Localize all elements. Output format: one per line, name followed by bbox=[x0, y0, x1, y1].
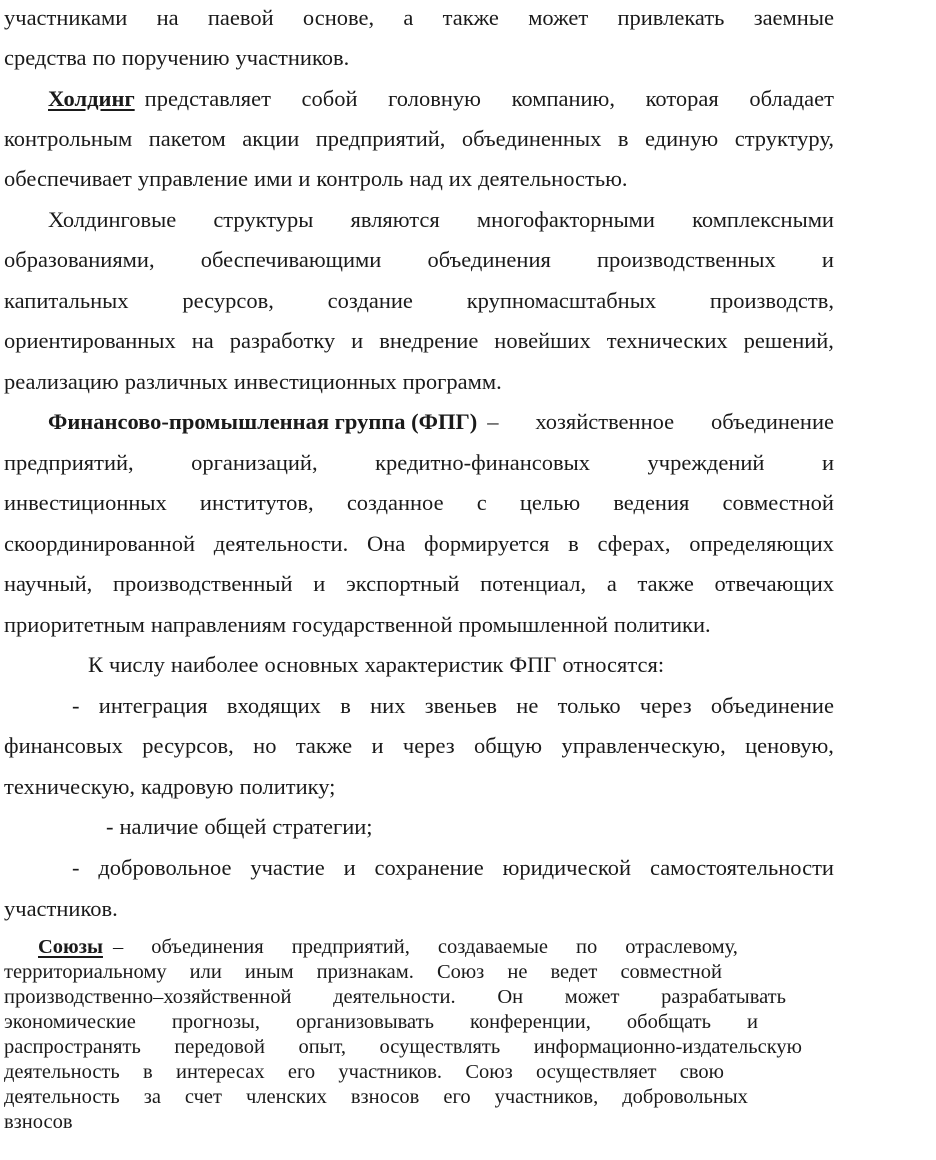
line-text: территориальному или иным признакам. Союз не ведет совместной bbox=[4, 961, 722, 983]
line-text: - добровольное участие и сохранение юридической самостоятельности bbox=[72, 855, 834, 880]
text-line bbox=[4, 286, 834, 316]
line-text: участниками на паевой основе, а также может привлекать заемные bbox=[4, 5, 834, 30]
line-text: реализацию различных инвестиционных программ. bbox=[4, 369, 502, 394]
text-line bbox=[72, 691, 834, 721]
line-text: производственно–хозяйственной деятельности. Он может разрабатывать bbox=[4, 986, 786, 1008]
text-line bbox=[4, 529, 834, 559]
line-text: Холдинговые структуры являются многофакторными комплексными bbox=[48, 207, 834, 232]
text-line bbox=[48, 407, 834, 437]
line-text: научный, производственный и экспортный потенциал, а также отвечающих bbox=[4, 571, 834, 596]
text-line bbox=[4, 488, 834, 518]
text-line bbox=[4, 164, 834, 194]
text-line bbox=[4, 772, 834, 802]
text-line bbox=[4, 245, 834, 275]
line-text: обеспечивает управление ими и контроль над их деятельностью. bbox=[4, 166, 628, 191]
line-text: распространять передовой опыт, осуществлять информационно-издательскую bbox=[4, 1036, 802, 1058]
text-line bbox=[48, 205, 834, 235]
line-text: К числу наиболее основных характеристик ФПГ относятся: bbox=[88, 652, 665, 677]
text-line bbox=[4, 326, 834, 356]
line-text: скоординированной деятельности. Она формируется в сферах, определяющих bbox=[4, 531, 834, 556]
text-line bbox=[4, 1035, 802, 1059]
line-text: средства по поручению участников. bbox=[4, 45, 350, 70]
line-text: контрольным пакетом акции предприятий, объединенных в единую структуру, bbox=[4, 126, 834, 151]
line-text: - интеграция входящих в них звеньев не только через объединение bbox=[72, 693, 834, 718]
line-text: техническую, кадровую политику; bbox=[4, 774, 336, 799]
text-line bbox=[38, 935, 738, 959]
line-text: экономические прогнозы, организовывать конференции, обобщать и bbox=[4, 1011, 758, 1033]
text-line bbox=[4, 610, 834, 640]
text-line bbox=[4, 731, 834, 761]
line-text: – объединения предприятий, создаваемые по отраслевому, bbox=[112, 936, 738, 958]
text-line bbox=[72, 853, 834, 883]
text-line bbox=[4, 124, 834, 154]
line-text: взносов bbox=[4, 1111, 73, 1133]
line-text: - наличие общей стратегии; bbox=[106, 814, 373, 839]
text-line bbox=[4, 1060, 724, 1084]
line-text: – хозяйственное объединение bbox=[487, 409, 834, 434]
line-text: деятельность в интересах его участников. Союз осуществляет свою bbox=[4, 1061, 724, 1083]
term-heading: Союзы bbox=[38, 936, 103, 958]
text-line bbox=[4, 1110, 816, 1134]
term-heading: Холдинг bbox=[48, 86, 135, 111]
text-line bbox=[88, 650, 918, 680]
line-text: участников. bbox=[4, 896, 118, 921]
term-heading: Финансово-промышленная группа (ФПГ) bbox=[48, 409, 478, 434]
text-line bbox=[4, 367, 834, 397]
text-line bbox=[4, 1085, 748, 1109]
text-line bbox=[4, 985, 786, 1009]
text-line bbox=[106, 812, 936, 842]
line-text: образованиями, обеспечивающими объединения производственных и bbox=[4, 247, 834, 272]
line-text: приоритетным направлениям государственной промышленной политики. bbox=[4, 612, 711, 637]
text-line bbox=[4, 960, 722, 984]
line-text: ориентированных на разработку и внедрение новейших технических решений, bbox=[4, 328, 834, 353]
line-text: деятельность за счет членских взносов его участников, добровольных bbox=[4, 1086, 748, 1108]
text-line bbox=[48, 84, 834, 114]
text-line bbox=[4, 1010, 758, 1034]
text-line bbox=[4, 448, 834, 478]
line-text: финансовых ресурсов, но также и через общую управленческую, ценовую, bbox=[4, 733, 834, 758]
text-line bbox=[4, 569, 834, 599]
line-text: инвестиционных институтов, созданное с целью ведения совместной bbox=[4, 490, 834, 515]
line-text: предприятий, организаций, кредитно-финансовых учреждений и bbox=[4, 450, 834, 475]
line-text: представляет собой головную компанию, которая обладает bbox=[144, 86, 834, 111]
text-line bbox=[4, 894, 834, 924]
line-text: капитальных ресурсов, создание крупномасштабных производств, bbox=[4, 288, 834, 313]
text-line bbox=[4, 43, 834, 73]
text-line bbox=[4, 3, 834, 33]
